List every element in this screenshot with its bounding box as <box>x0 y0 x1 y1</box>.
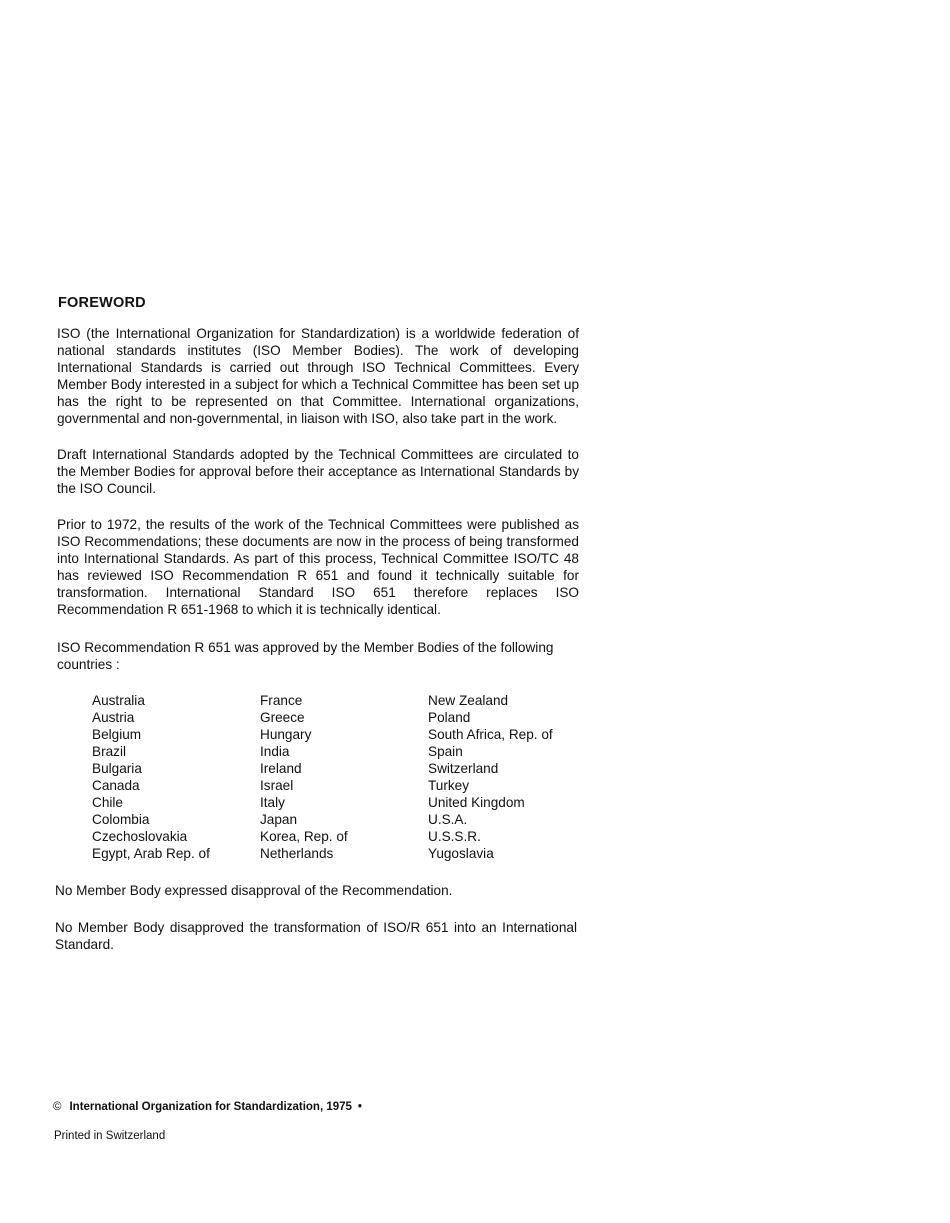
country-item: Bulgaria <box>92 761 142 776</box>
country-item: Turkey <box>428 778 470 793</box>
country-item: Belgium <box>92 727 142 742</box>
paragraph-no-disapproval-transformation: No Member Body disapproved the transformation of ISO/R 651 into an International Standard. <box>55 920 577 952</box>
country-item: New Zealand <box>428 693 509 708</box>
country-item: Austria <box>92 710 135 725</box>
country-item: U.S.A. <box>428 812 468 827</box>
country-item: Poland <box>428 710 471 725</box>
country-column-2 <box>260 692 428 862</box>
copyright-icon: © <box>53 1101 62 1113</box>
country-item: France <box>260 693 303 708</box>
country-item: Italy <box>260 795 285 810</box>
paragraph-approval: ISO Recommendation R 651 was approved by the Member Bodies of the following countries : <box>57 640 554 672</box>
country-item: Switzerland <box>428 761 499 776</box>
copyright-notice <box>53 1101 362 1113</box>
country-item: India <box>260 744 290 759</box>
country-item: Greece <box>260 710 305 725</box>
paragraph-no-disapproval: No Member Body expressed disapproval of the Recommendation. <box>55 883 453 898</box>
paragraph-draft-standards: Draft International Standards adopted by the Technical Committees are circulated to the Member Bodies for approval before their acceptance as International Standards by the ISO Council. <box>57 447 579 496</box>
copyright-text: International Organization for Standardization, 1975 <box>69 1101 352 1113</box>
country-column-3 <box>428 692 582 862</box>
country-item: Australia <box>92 693 145 708</box>
country-item: Spain <box>428 744 463 759</box>
country-item: Brazil <box>92 744 126 759</box>
country-item: Chile <box>92 795 123 810</box>
country-item: Ireland <box>260 761 302 776</box>
paragraph-transformation: Prior to 1972, the results of the work of the Technical Committees were published as ISO Recommendations; these documents are now in the process of being transformed into International Standards. As part of this process, Technical Committee ISO/TC 48 has reviewed ISO Recommendation R 651 and found it technically suitable for transformation. International Standard ISO 651 therefore replaces ISO Recommendation R 651-1968 to which it is technically identical. <box>57 517 579 617</box>
printed-in-notice: Printed in Switzerland <box>54 1130 166 1142</box>
country-item: United Kingdom <box>428 795 525 810</box>
country-column-1 <box>92 692 260 862</box>
country-item: Korea, Rep. of <box>260 829 348 844</box>
page-title: FOREWORD <box>58 295 146 311</box>
country-item: Japan <box>260 812 298 827</box>
country-item: Israel <box>260 778 294 793</box>
country-item: South Africa, Rep. of <box>428 727 553 742</box>
country-item: Netherlands <box>260 846 334 861</box>
country-item: Egypt, Arab Rep. of <box>92 846 210 861</box>
country-item: Canada <box>92 778 140 793</box>
country-item: Hungary <box>260 727 312 742</box>
bullet-icon: • <box>357 1101 362 1113</box>
paragraph-iso-intro: ISO (the International Organization for Standardization) is a worldwide federation of national standards institutes (ISO Member Bodies). The work of developing International Standards is carried out through ISO Technical Committees. Every Member Body interested in a subject for which a Technical Committee has been set up has the right to be represented on that Committee. International organizations, governmental and non-governmental, in liaison with ISO, also take part in the work. <box>57 326 579 426</box>
country-list <box>92 692 582 862</box>
country-item: U.S.S.R. <box>428 829 481 844</box>
country-item: Czechoslovakia <box>92 829 188 844</box>
country-item: Colombia <box>92 812 150 827</box>
country-item: Yugoslavia <box>428 846 494 861</box>
